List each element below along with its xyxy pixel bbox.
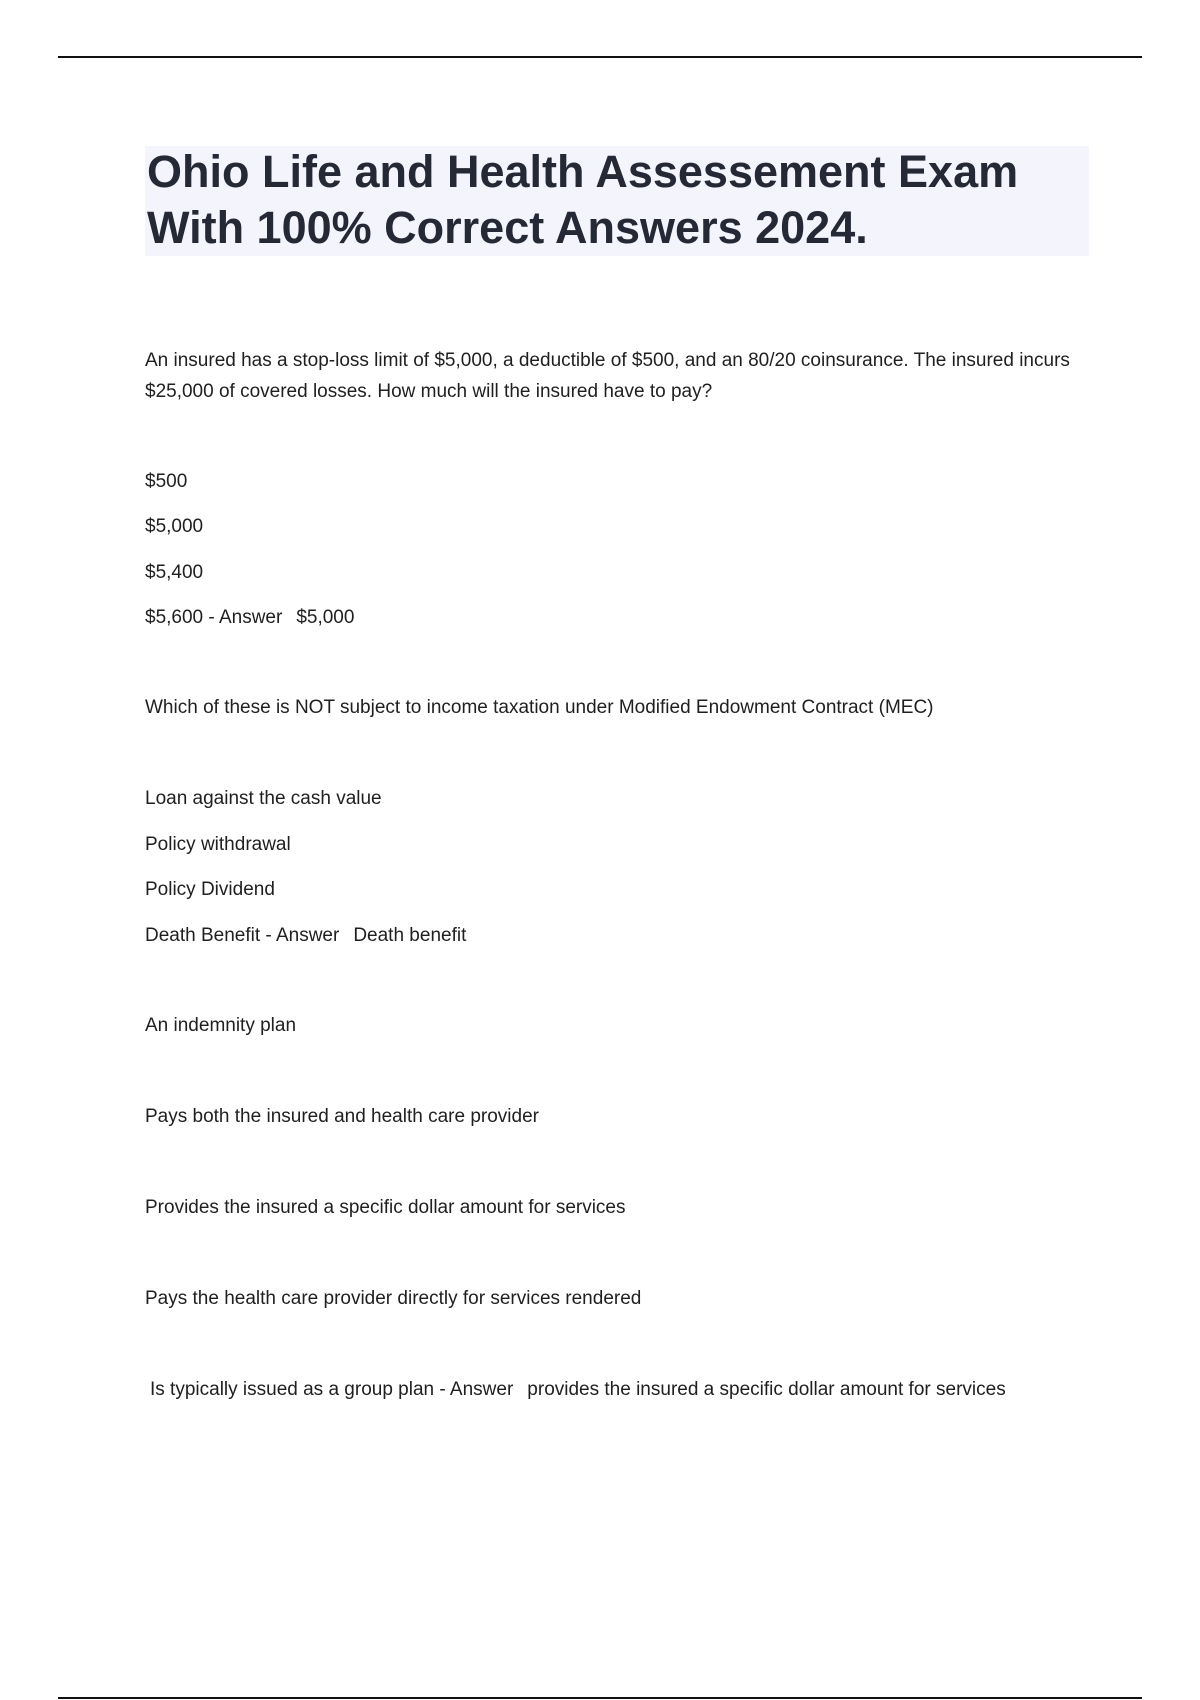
question-3-option-4: Is typically issued as a group plan - Answer [150,1379,514,1400]
question-2-option-4: Death Benefit - Answer [145,925,340,946]
document-title: Ohio Life and Health Assessement Exam With 100% Correct Answers 2024. [147,146,1019,253]
question-1-option-1: $500 [145,471,188,492]
question-3-option-1: Pays both the insured and health care provider [145,1106,539,1127]
question-2-option-4-line [145,920,466,951]
question-2-answer: Death benefit [353,925,467,946]
question-1-answer: $5,000 [296,607,355,628]
question-2-option-2: Policy withdrawal [145,834,291,855]
question-3-answer: provides the insured a specific dollar amount for services [527,1379,1006,1400]
question-2-prompt: Which of these is NOT subject to income taxation under Modified Endowment Contract (MEC) [145,697,934,718]
question-3-prompt: An indemnity plan [145,1015,297,1036]
top-rule [58,56,1142,58]
question-1-option-4: $5,600 - Answer [145,607,283,628]
question-1-prompt: An insured has a stop-loss limit of $5,000, a deductible of $500, and an 80/20 coinsurance. The insured incurs $25,000 of covered losses. How much will the insured have to pay? [145,350,1070,402]
question-2-option-3: Policy Dividend [145,879,275,900]
question-3-option-3: Pays the health care provider directly for services rendered [145,1288,642,1309]
question-3-option-2: Provides the insured a specific dollar amount for services [145,1197,626,1218]
question-1-option-3: $5,400 [145,562,204,583]
question-1-option-2: $5,000 [145,516,204,537]
question-3-option-4-line [150,1374,1006,1405]
question-2-option-1: Loan against the cash value [145,788,382,809]
bottom-rule [58,1697,1142,1699]
question-1-option-4-line [145,602,354,633]
